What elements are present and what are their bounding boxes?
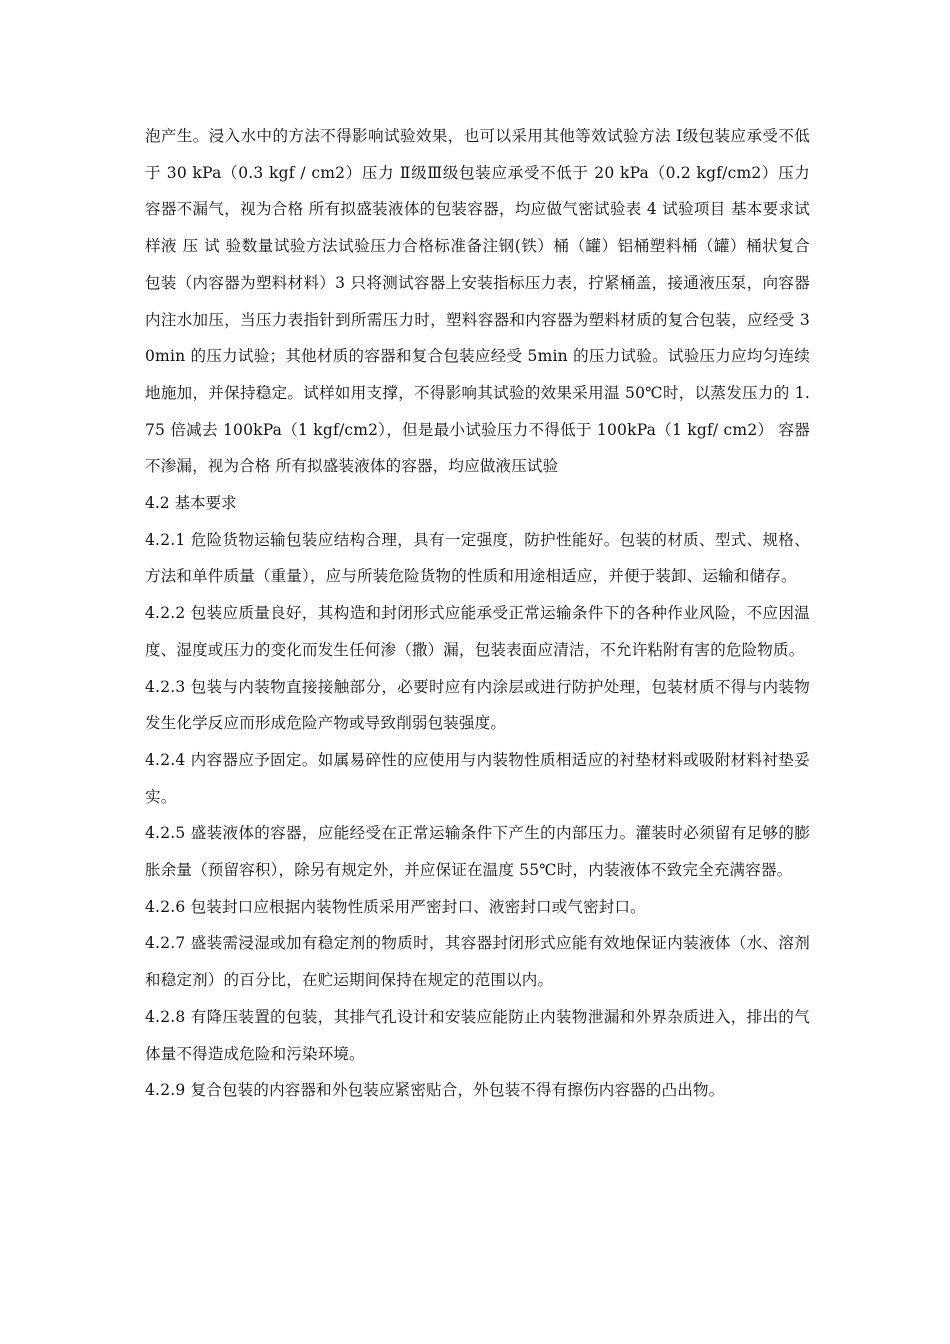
clause-4-2-2: 4.2.2 包装应质量良好，其构造和封闭形式应能承受正常运输条件下的各种作业风险，不应因温度、湿度或压力的变化而发生任何渗（撒）漏，包装表面应清洁，不允许粘附有害的危险物质。 (145, 604, 810, 659)
clause-4-2-9: 4.2.9 复合包装的内容器和外包装应紧密贴合，外包装不得有擦伤内容器的凸出物。 (145, 1081, 725, 1100)
intro-paragraph: 泡产生。浸入水中的方法不得影响试验效果，也可以采用其他等效试验方法 Ⅰ级包装应承受不低于 30 kPa（0.3 kgf / cm2）压力 Ⅱ级Ⅲ级包装应承受不低于 20 kPa（0.2 kgf/cm2）压力 容器不漏气，视为合格 所有拟盛装液体的包装容器，均应做气密试验表 4 试验项目 基本要求试样液 压 试 验数量试验方法试验压力合格标准备注钢(铁）桶（罐）铝桶塑料桶（罐）桶状复合包装（内容器为塑料材料）3 只将测试容器上安装指标压力表，拧紧桶盖，接通液压泵，向容器内注水加压，当压力表指针到所需压力时，塑料容器和内容器为塑料材质的复合包装，应经受 30min 的压力试验；其他材质的容器和复合包装应经受 5min 的压力试验。试验压力应均匀连续地施加，并保持稳定。试样如用支撑，不得影响其试验的效果采用温 50℃时，以蒸发压力的 1.75 倍减去 100kPa（1 kgf/cm2），但是最小试验压力不得低于 100kPa（1 kgf/ cm2） 容器不渗漏，视为合格 所有拟盛装液体的容器，均应做液压试验 (145, 127, 810, 476)
clause-4-2-3: 4.2.3 包装与内装物直接接触部分，必要时应有内涂层或进行防护处理，包装材质不得与内装物发生化学反应而形成危险产物或导致削弱包装强度。 (145, 677, 810, 733)
clause-4-2-4: 4.2.4 内容器应予固定。如属易碎性的应使用与内装物性质相适应的衬垫材料或吸附材料衬垫妥实。 (145, 750, 810, 806)
section-heading: 4.2 基本要求 (145, 494, 237, 513)
clause-4-2-5: 4.2.5 盛装液体的容器，应能经受在正常运输条件下产生的内部压力。灌装时必须留有足够的膨胀余量（预留容积），除另有规定外，并应保证在温度 55℃时，内装液体不致完全充满容器。 (145, 824, 810, 880)
clause-4-2-8: 4.2.8 有降压装置的包装，其排气孔设计和安装应能防止内装物泄漏和外界杂质进入，排出的气体量不得造成危险和污染环境。 (145, 1007, 810, 1063)
clause-4-2-1: 4.2.1 危险货物运输包装应结构合理，具有一定强度，防护性能好。包装的材质、型式、规格、方法和单件质量（重量），应与所装危险货物的性质和用途相适应，并便于装卸、运输和储存。 (145, 530, 810, 586)
document-page (145, 118, 810, 1109)
clause-4-2-7: 4.2.7 盛装需浸湿或加有稳定剂的物质时，其容器封闭形式应能有效地保证内装液体（水、溶剂和稳定剂）的百分比，在贮运期间保持在规定的范围以内。 (145, 934, 810, 990)
clause-4-2-6: 4.2.6 包装封口应根据内装物性质采用严密封口、液密封口或气密封口。 (145, 897, 646, 916)
